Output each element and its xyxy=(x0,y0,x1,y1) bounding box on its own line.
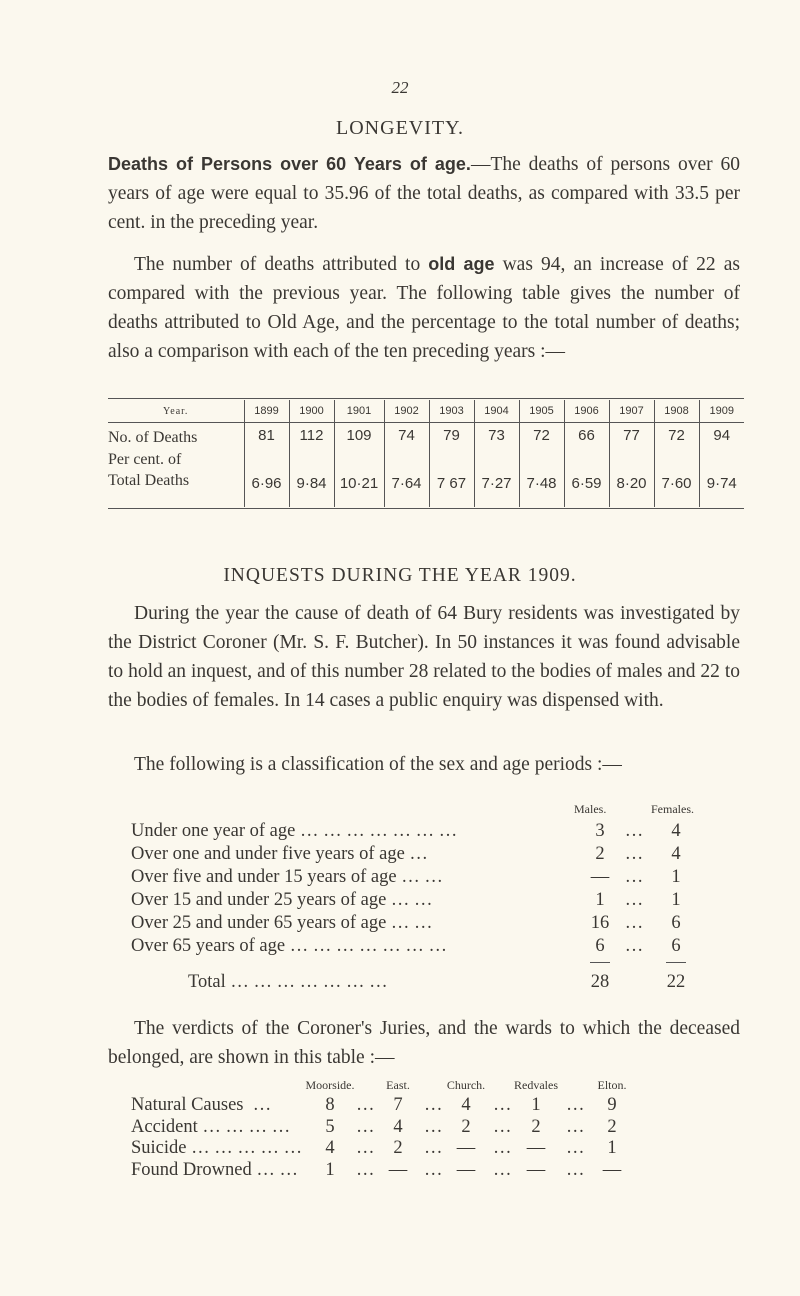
paragraph-text: —The deaths of persons over 60 years of age were equal to 35.96 of the total deaths, as compared with 33.5 per cent. in the preceding year. xyxy=(108,154,740,233)
deaths-cell: 79 xyxy=(429,423,474,449)
total-rule xyxy=(666,962,686,963)
row-label xyxy=(108,449,244,507)
dots: … xyxy=(493,1159,512,1180)
dots: … xyxy=(566,1095,585,1115)
percent-cell: 7·27 xyxy=(474,449,519,507)
age-row-label: Over 15 and under 25 years of age … … xyxy=(131,890,433,910)
verdict-label: Suicide … … … … … xyxy=(131,1138,303,1158)
dots: … xyxy=(356,1138,375,1158)
deaths-cell: 66 xyxy=(564,423,609,449)
deaths-cell: 72 xyxy=(654,423,699,449)
age-row-label: Under one year of age … … … … … … … xyxy=(131,821,458,841)
ward-value: 7 xyxy=(393,1095,403,1115)
males-value: 16 xyxy=(590,913,610,933)
year-header-cell: 1899 xyxy=(244,400,289,423)
age-row-label: Over one and under five years of age … xyxy=(131,844,428,864)
ward-value: 1 xyxy=(325,1159,335,1180)
age-row-label: Over 25 and under 65 years of age … … xyxy=(131,913,433,933)
total-rule xyxy=(590,962,610,963)
deaths-cell: 77 xyxy=(609,423,654,449)
total-males: 28 xyxy=(590,972,610,992)
percent-cell: 6·96 xyxy=(244,449,289,507)
ward-value: 4 xyxy=(461,1095,471,1115)
ward-value: 9 xyxy=(607,1095,617,1115)
page-title: LONGEVITY. xyxy=(336,117,464,139)
table-top-rule xyxy=(108,398,744,399)
females-value: 6 xyxy=(671,913,681,933)
table-row xyxy=(108,449,744,507)
dots: … xyxy=(356,1159,375,1180)
row-label-line: Per cent. of xyxy=(108,450,182,468)
females-value: 1 xyxy=(671,890,681,910)
paragraph-text: During the year the cause of death of 64 Bury residents was investigated by the District Coroner (Mr. S. F. Butcher). In 50 instances it was found advisable to hold an inquest, and of this number 28 related to the bodies of males and 22 to the bodies of females. In 14 cases a public enquiry was dispensed with. xyxy=(108,603,740,711)
row-label: No. of Deaths xyxy=(108,429,198,446)
ward-value: 1 xyxy=(607,1138,617,1158)
males-value: 3 xyxy=(595,821,605,841)
dots: … xyxy=(424,1116,443,1137)
percent-cell: 9·84 xyxy=(289,449,334,507)
dots: … xyxy=(493,1095,512,1115)
total-label: Total … … … … … … … xyxy=(188,972,388,992)
dots: … xyxy=(566,1159,585,1180)
ward-value: — xyxy=(456,1159,476,1180)
males-value: 1 xyxy=(595,890,605,910)
ward-value: 4 xyxy=(325,1138,335,1158)
separator: … xyxy=(624,890,644,910)
year-header-cell: 1904 xyxy=(474,400,519,423)
percent-cell: 7 67 xyxy=(429,449,474,507)
paragraph-text: was 94, an increase of 22 as compared with the previous year. The following table gives the number of deaths attributed to Old Age, and the percentage to the total number of deaths; also a comparison with each of the ten preceding years :— xyxy=(108,254,741,362)
paragraph-deaths-over-60 xyxy=(108,150,740,237)
ward-value: 2 xyxy=(531,1116,541,1137)
dots: … xyxy=(356,1116,375,1137)
ward-value: — xyxy=(602,1159,622,1180)
ward-header: East. xyxy=(386,1078,410,1092)
ward-value: 1 xyxy=(531,1095,541,1115)
paragraph-text: The number of deaths attributed to xyxy=(134,254,429,275)
paragraph-verdicts xyxy=(108,1014,740,1072)
age-row-label: Over five and under 15 years of age … … xyxy=(131,867,443,887)
year-header-cell: 1903 xyxy=(429,400,474,423)
deaths-cell: 109 xyxy=(334,423,384,449)
deaths-cell: 94 xyxy=(699,423,744,449)
dots: … xyxy=(566,1116,585,1137)
table-header-row xyxy=(108,400,744,423)
separator: … xyxy=(624,913,644,933)
ward-value: 5 xyxy=(325,1116,335,1137)
ward-value: 8 xyxy=(325,1095,335,1115)
year-header: Year. xyxy=(108,400,244,423)
year-header-cell: 1907 xyxy=(609,400,654,423)
paragraph-old-age xyxy=(108,250,740,366)
inquests-title: INQUESTS DURING THE YEAR 1909. xyxy=(223,565,577,586)
verdict-label: Natural Causes … xyxy=(131,1095,272,1115)
dots: … xyxy=(424,1159,443,1180)
total-females: 22 xyxy=(666,972,686,992)
females-value: 1 xyxy=(671,867,681,887)
row-label-line: Total Deaths xyxy=(108,471,190,489)
table-row xyxy=(108,423,744,449)
separator: … xyxy=(624,867,644,887)
ward-value: 2 xyxy=(461,1116,471,1137)
ward-header: Church. xyxy=(446,1078,486,1092)
ward-value: — xyxy=(526,1159,546,1180)
ward-value: 4 xyxy=(393,1116,403,1137)
deaths-cell: 73 xyxy=(474,423,519,449)
deaths-cell: 81 xyxy=(244,423,289,449)
females-value: 4 xyxy=(671,821,681,841)
ward-header: Moorside. xyxy=(305,1078,355,1092)
page-number: 22 xyxy=(391,78,409,97)
dots: … xyxy=(424,1138,443,1158)
ward-value: — xyxy=(456,1138,476,1158)
males-value: 2 xyxy=(595,844,605,864)
percent-cell: 10·21 xyxy=(334,449,384,507)
year-header-cell: 1905 xyxy=(519,400,564,423)
females-header: Females. xyxy=(651,802,694,816)
paragraph-classification xyxy=(108,750,740,779)
ward-header: Redvales xyxy=(514,1078,558,1092)
separator: … xyxy=(624,821,644,841)
ward-value: 2 xyxy=(607,1116,617,1137)
verdict-label: Found Drowned … … xyxy=(131,1159,299,1180)
year-header-cell: 1909 xyxy=(699,400,744,423)
paragraph-text: The following is a classification of the sex and age periods :— xyxy=(134,754,622,775)
paragraph-inquests xyxy=(108,599,740,715)
males-header: Males. xyxy=(574,802,607,816)
year-header-cell: 1900 xyxy=(289,400,334,423)
deaths-cell: 74 xyxy=(384,423,429,449)
ward-value: — xyxy=(388,1159,408,1180)
deaths-cell: 112 xyxy=(289,423,334,449)
percent-cell: 7·48 xyxy=(519,449,564,507)
ward-header: Elton. xyxy=(597,1078,627,1092)
year-header-cell: 1902 xyxy=(384,400,429,423)
bold-term: old age xyxy=(428,254,495,274)
dots: … xyxy=(566,1138,585,1158)
females-value: 4 xyxy=(671,844,681,864)
table-bottom-rule xyxy=(108,508,744,509)
year-header-cell: 1908 xyxy=(654,400,699,423)
separator: … xyxy=(624,844,644,864)
old-age-table xyxy=(108,400,744,507)
year-header-cell: 1901 xyxy=(334,400,384,423)
females-value: 6 xyxy=(671,936,681,956)
percent-cell: 9·74 xyxy=(699,449,744,507)
dots: … xyxy=(356,1095,375,1115)
dots: … xyxy=(493,1138,512,1158)
ward-value: 2 xyxy=(393,1138,403,1158)
separator: … xyxy=(624,936,644,956)
verdict-label: Accident … … … … xyxy=(131,1116,291,1137)
paragraph-text: The verdicts of the Coroner's Juries, and the wards to which the deceased belonged, are shown in this table :— xyxy=(108,1018,740,1068)
males-value: 6 xyxy=(595,936,605,956)
percent-cell: 7·60 xyxy=(654,449,699,507)
percent-cell: 6·59 xyxy=(564,449,609,507)
dots: … xyxy=(424,1095,443,1115)
year-header-cell: 1906 xyxy=(564,400,609,423)
ward-value: — xyxy=(526,1138,546,1158)
age-row-label: Over 65 years of age … … … … … … … xyxy=(131,936,447,956)
males-value: — xyxy=(590,867,610,887)
percent-cell: 8·20 xyxy=(609,449,654,507)
deaths-cell: 72 xyxy=(519,423,564,449)
percent-cell: 7·64 xyxy=(384,449,429,507)
dots: … xyxy=(493,1116,512,1137)
section-heading: Deaths of Persons over 60 Years of age. xyxy=(108,154,471,174)
